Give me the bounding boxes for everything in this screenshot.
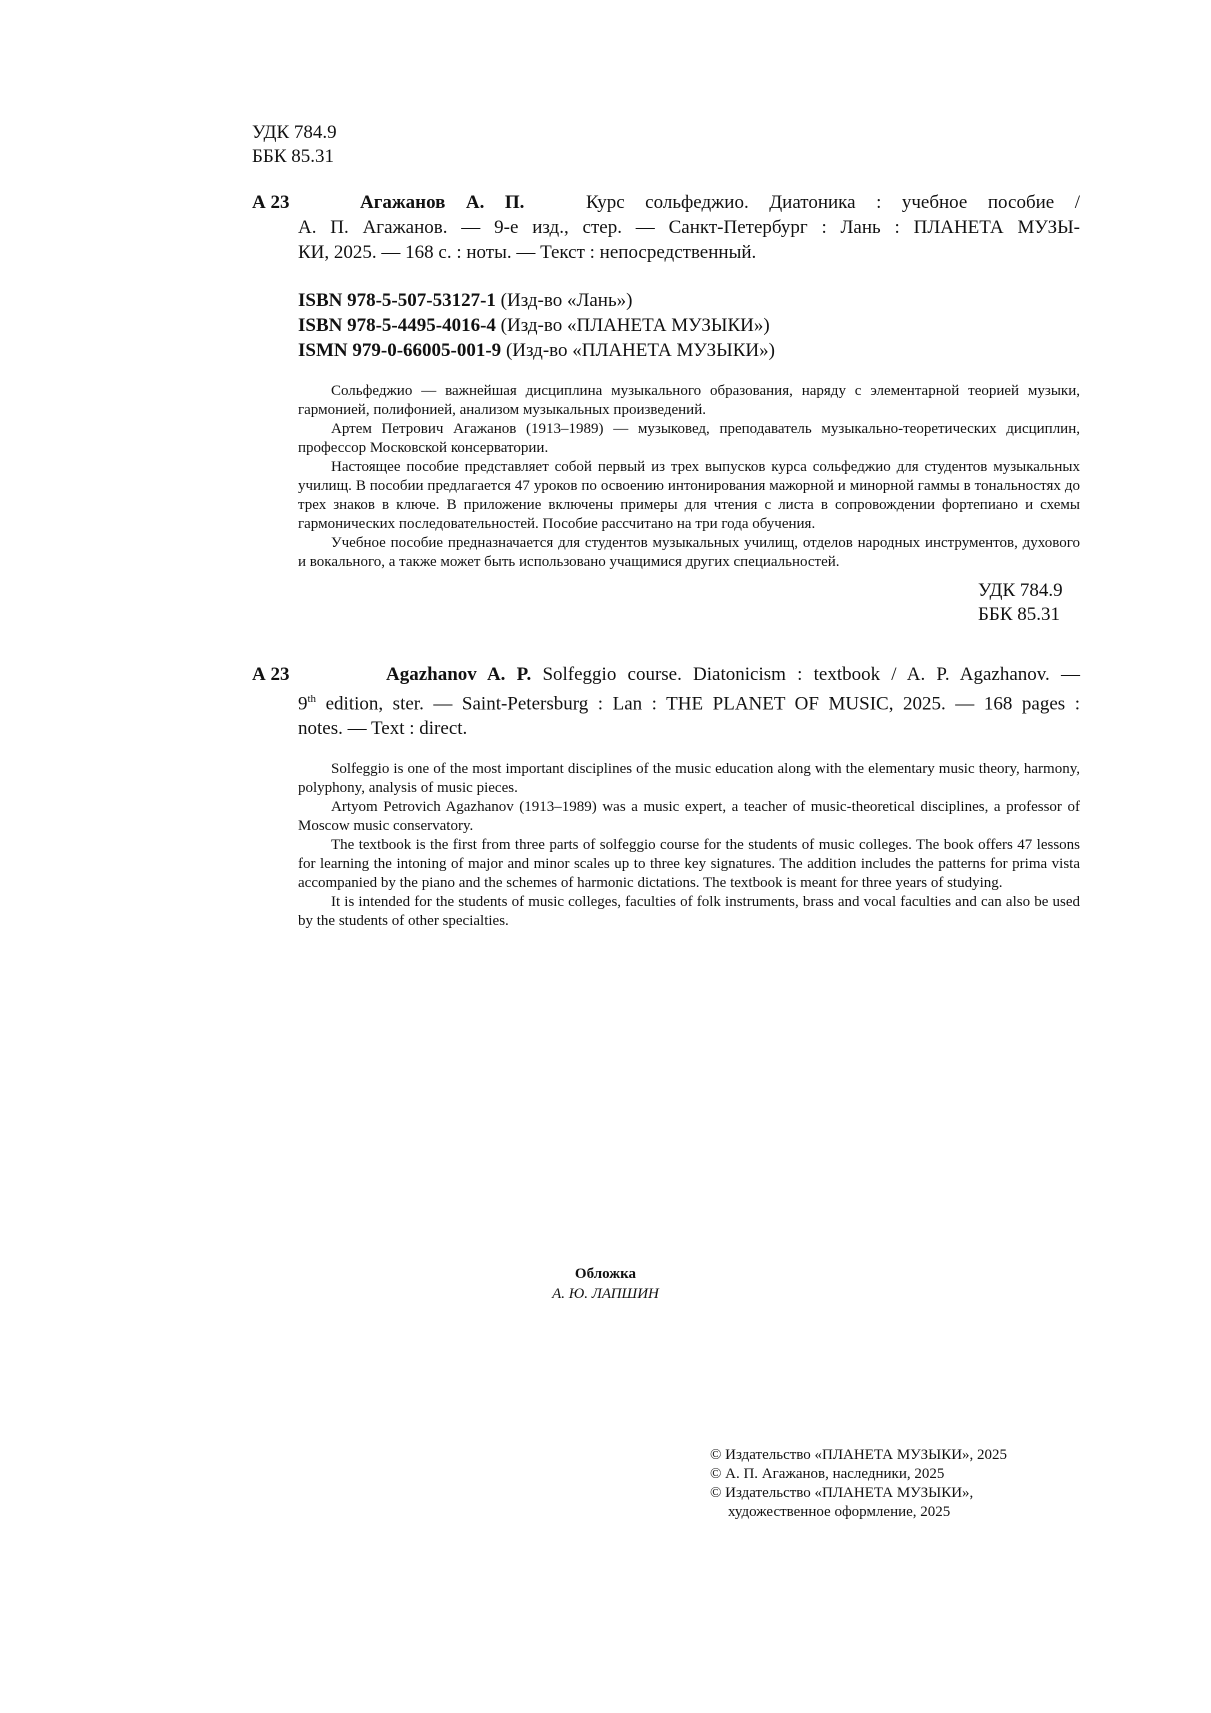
- isbn-2: [298, 313, 1080, 338]
- isbn-1-number: ISBN 978-5-507-53127-1: [298, 290, 496, 311]
- ismn-number: ISMN 979-0-66005-001-9: [298, 340, 502, 361]
- copyright-line1: © Издательство «ПЛАНЕТА МУЗЫКИ», 2025: [710, 1447, 1008, 1463]
- udk-bottom: УДК 784.9: [978, 580, 1063, 601]
- en-abstract: [298, 760, 1080, 931]
- identifiers: [298, 288, 1080, 363]
- isbn-2-publisher: (Изд-во «ПЛАНЕТА МУЗЫКИ»): [495, 315, 770, 336]
- cover-label: Обложка: [574, 1266, 637, 1282]
- copyright-block: [710, 1446, 1090, 1522]
- isbn-1: [298, 288, 1080, 313]
- ru-record-line3: КИ, 2025. — 168 с. : ноты. — Текст : непосредственный.: [298, 242, 757, 263]
- en-edition-number: 9: [298, 693, 308, 715]
- copyright-line2: © А. П. Агажанов, наследники, 2025: [710, 1466, 945, 1482]
- en-record-code: А 23: [252, 664, 290, 685]
- en-edition-suffix: th: [307, 693, 317, 705]
- ru-record-title: Курс сольфеджио. Диатоника : учебное пособие /: [585, 192, 1081, 213]
- en-abstract-p3: The textbook is the first from three parts of solfeggio course for the students of music colleges. The book offers 47 lessons for learning the intoning of major and minor scales up to three key signatures. The addition includes the patterns for prima vista accompanied by the piano and the schemes of harmonic dictations. The textbook is meant for three years of studying.: [298, 837, 1080, 891]
- ru-abstract-p2: Артем Петрович Агажанов (1913–1989) — музыковед, преподаватель музыкально-теоретических дисциплин, профессор Московской консерватории.: [298, 421, 1080, 456]
- bbk-top: ББК 85.31: [252, 146, 334, 167]
- cover-artist: А. Ю. ЛАПШИН: [552, 1286, 659, 1302]
- ru-record-line2: А. П. Агажанов. — 9-е изд., стер. — Санкт-Петербург : Лань : ПЛАНЕТА МУЗЫ-: [298, 217, 1080, 238]
- en-record: [298, 662, 1080, 741]
- isbn-1-publisher: (Изд-во «Лань»): [495, 290, 633, 311]
- en-record-line2: [298, 687, 1080, 716]
- ru-abstract-p3: Настоящее пособие представляет собой первый из трех выпусков курса сольфеджио для студентов музыкальных училищ. В пособии предлагается 47 уроков по освоению интонирования мажорной и минорной гаммы в тональностях до трех знаков в ключе. В приложение включены примеры для чтения с листа в сопровождении фортепиано и схемы гармонических последовательностей. Пособие рассчитано на три года обучения.: [298, 459, 1080, 532]
- en-record-title: Solfeggio course. Diatonicism : textbook / A. P. Agazhanov. —: [542, 664, 1080, 685]
- bbk-bottom: ББК 85.31: [978, 604, 1060, 625]
- en-record-line1: [298, 662, 1080, 687]
- en-record-author: Agazhanov A. P.: [386, 664, 532, 685]
- ismn-publisher: (Изд-во «ПЛАНЕТА МУЗЫКИ»): [501, 340, 775, 361]
- isbn-2-number: ISBN 978-5-4495-4016-4: [298, 315, 496, 336]
- ru-record-line1: [298, 190, 1080, 215]
- ru-abstract-p1: Сольфеджио — важнейшая дисциплина музыкального образования, наряду с элементарной теорией музыки, гармонией, полифонией, анализом музыкальных произведений.: [298, 383, 1080, 418]
- ru-abstract: [298, 382, 1080, 572]
- udk-top: УДК 784.9: [252, 122, 337, 143]
- copyright-line3: © Издательство «ПЛАНЕТА МУЗЫКИ»,: [710, 1485, 974, 1501]
- en-abstract-p2: Artyom Petrovich Agazhanov (1913–1989) was a music expert, a teacher of music-theoretical disciplines, a professor of Moscow music conservatory.: [298, 799, 1080, 834]
- en-record-line3: notes. — Text : direct.: [298, 718, 468, 740]
- en-record-line2-text: edition, ster. — Saint-Petersburg : Lan : THE PLANET OF MUSIC, 2025. — 168 pages :: [316, 693, 1080, 715]
- ru-record: [298, 190, 1080, 265]
- ismn: [298, 338, 1080, 363]
- copyright-line4: художественное оформление, 2025: [728, 1504, 951, 1520]
- en-abstract-p1: Solfeggio is one of the most important disciplines of the music education along with the elementary music theory, harmony, polyphony, analysis of music pieces.: [298, 761, 1080, 796]
- en-abstract-p4: It is intended for the students of music colleges, faculties of folk instruments, brass and vocal faculties and can also be used by the students of other specialties.: [298, 894, 1080, 929]
- ru-record-code: А 23: [252, 192, 290, 213]
- ru-record-author: Агажанов А. П.: [360, 192, 525, 213]
- ru-abstract-p4: Учебное пособие предназначается для студентов музыкальных училищ, отделов народных инструментов, духового и вокального, а также может быть использовано учащимися других специальностей.: [298, 535, 1080, 570]
